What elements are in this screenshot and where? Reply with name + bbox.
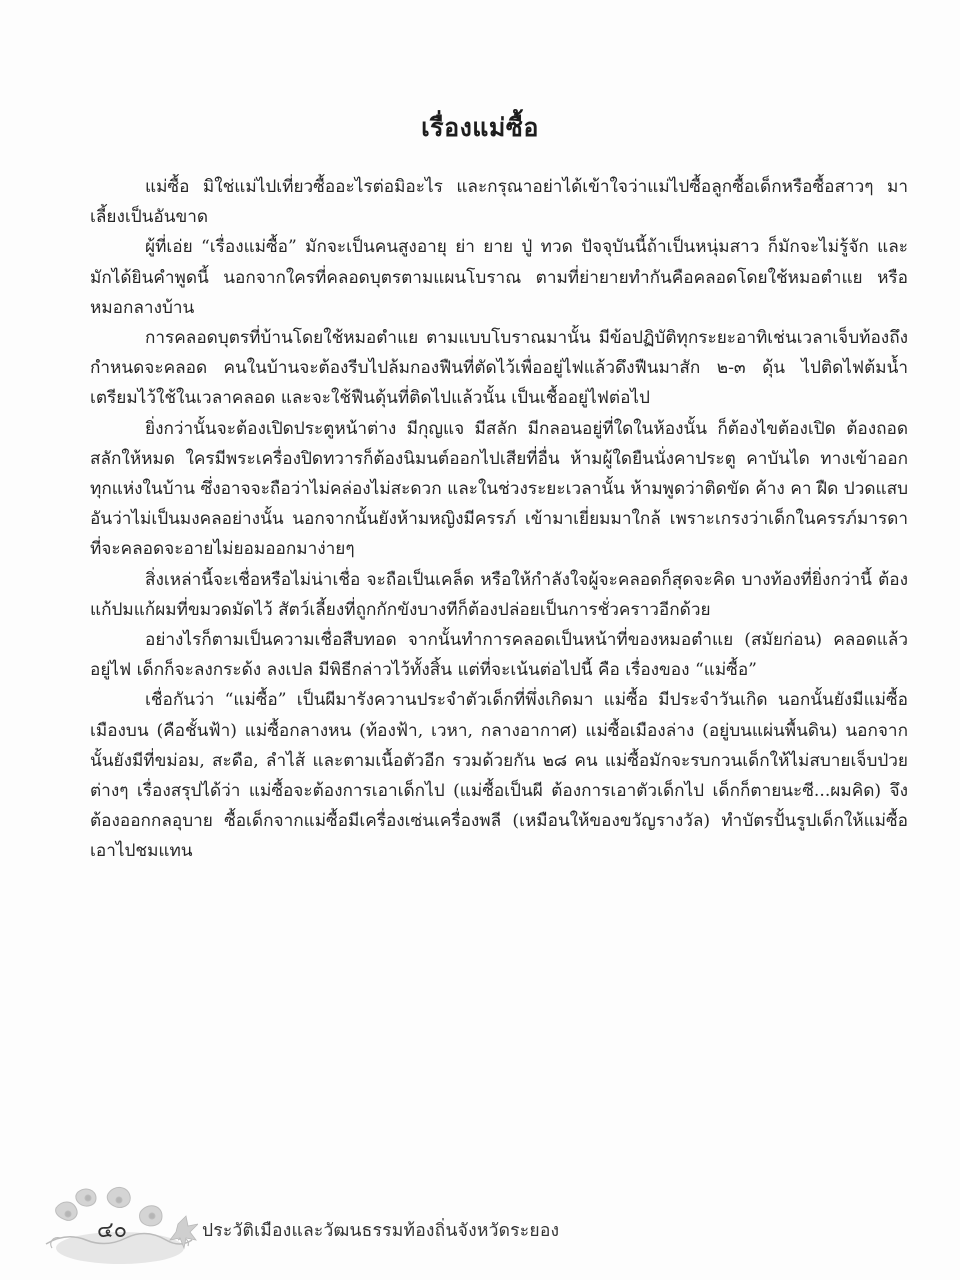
page-footer bbox=[0, 1170, 960, 1280]
paragraph: เชื่อกันว่า “แม่ซื้อ” เป็นผีมารังควานประจำตัวเด็กที่พึ่งเกิดมา แม่ซื้อ มีประจำวันเกิด นอกนั้นยังมีแม่ซื้อเมืองบน (คือชั้นฟ้า) แม่ซื้อกลางหน (ท้องฟ้า, เวหา, กลางอากาศ) แม่ซื้อเมืองล่าง (อยู่บนแผ่นพื้นดิน) นอกจากนั้นยังมีที่ขม่อม, สะดือ, ลำไส้ และตามเนื้อตัวอีก รวมด้วยกัน ๒๘ คน แม่ซื้อมักจะรบกวนเด็กให้ไม่สบายเจ็บป่วยต่างๆ เรื่องสรุปได้ว่า แม่ซื้อจะต้องการเอาเด็กไป (แม่ซื้อเป็นผี ต้องการเอาตัวเด็กไป เด็กก็ตายนะซี...ผมคิด) จึงต้องออกกลอุบาย ซื้อเด็กจากแม่ซื้อมีเครื่องเซ่นเครื่องพลี (เหมือนให้ของขวัญรางวัล) ทำบัตรปั้นรูปเด็กให้แม่ซื้อเอาไปชมแทน bbox=[90, 690, 908, 862]
paragraph: ผู้ที่เอ่ย “เรื่องแม่ซื้อ” มักจะเป็นคนสูงอายุ ย่า ยาย ปู่ ทวด ปัจจุบันนี้ถ้าเป็นหนุ่มสาว ก็มักจะไม่รู้จัก และมักได้ยินคำพูดนี้ นอกจากใครที่คลอดบุตรตามแผนโบราณ ตามที่ย่ายายทำกันคือคลอดโดยใช้หมอตำแย หรือหมอกลางบ้าน bbox=[90, 237, 908, 318]
paragraph: อย่างไรก็ตามเป็นความเชื่อสืบทอด จากนั้นทำการคลอดเป็นหน้าที่ของหมอตำแย (สมัยก่อน) คลอดแล้วอยู่ไฟ เด็กก็จะลงกระด้ง ลงเปล มีพิธีกล่าวไว้ทั้งสิ้น แต่ที่จะเน้นต่อไปนี้ คือ เรื่องของ “แม่ซื้อ” bbox=[90, 630, 908, 681]
paragraph: ยิ่งกว่านั้นจะต้องเปิดประตูหน้าต่าง มีกุญแจ มีสลัก มีกลอนอยู่ที่ใดในห้องนั้น ก็ต้องไขต้องเปิด ต้องถอดสลักให้หมด ใครมีพระเครื่องปิดทวารก็ต้องนิมนต์ออกไปเสียที่อื่น ห้ามผู้ใดยืนนั่งคาประตู คาบันได ทางเข้าออกทุกแห่งในบ้าน ซึ่งอาจจะถือว่าไม่คล่องไม่สะดวก และในช่วงระยะเวลานั้น ห้ามพูดว่าติดขัด ค้าง คา ฝืด ปวดแสบ อันว่าไม่เป็นมงคลอย่างนั้น นอกจากนั้นยังห้ามหญิงมีครรภ์ เข้ามาเยี่ยมมาใกล้ เพราะเกรงว่าเด็กในครรภ์มารดาที่จะคลอดจะอายไม่ยอมออกมาง่ายๆ bbox=[90, 418, 908, 560]
page-title: เรื่องแม่ซื้อ bbox=[421, 113, 539, 142]
paragraph: แม่ซื้อ มิใช่แม่ไปเที่ยวซื้ออะไรต่อมิอะไร และกรุณาอย่าได้เข้าใจว่าแม่ไปซื้อลูกซื้อเด็กหรือซื้อสาวๆ มาเลี้ยงเป็นอันขาด bbox=[90, 177, 908, 228]
book-title: ประวัติเมืองและวัฒนธรรมท้องถิ่นจังหวัดระยอง bbox=[202, 1221, 560, 1241]
paragraph: การคลอดบุตรที่บ้านโดยใช้หมอตำแย ตามแบบโบราณมานั้น มีข้อปฏิบัติทุกระยะอาทิเช่นเวลาเจ็บท้องถึงกำหนดจะคลอด คนในบ้านจะต้องรีบไปล้มกองฟืนที่ตัดไว้เพื่ออยู่ไฟแล้วดึงฟืนมาสัก ๒-๓ ดุ้น ไปติดไฟต้มน้ำเตรียมไว้ใช้ในเวลาคลอด และจะใช้ฟืนดุ้นที่ติดไปแล้วนั้น เป็นเชื้ออยู่ไฟต่อไป bbox=[90, 328, 908, 409]
body-text bbox=[90, 172, 908, 867]
paragraph: สิ่งเหล่านี้จะเชื่อหรือไม่น่าเชื่อ จะถือเป็นเคล็ด หรือให้กำลังใจผู้จะคลอดก็สุดจะคิด บางท้องที่ยิ่งกว่านี้ ต้องแก้ปมแก้ผมที่ขมวดมัดไว้ สัตว์เลี้ยงที่ถูกกักขังบางทีก็ต้องปล่อยเป็นการชั่วคราวอีกด้วย bbox=[90, 569, 908, 620]
page-number: ๔๐ bbox=[97, 1218, 128, 1243]
